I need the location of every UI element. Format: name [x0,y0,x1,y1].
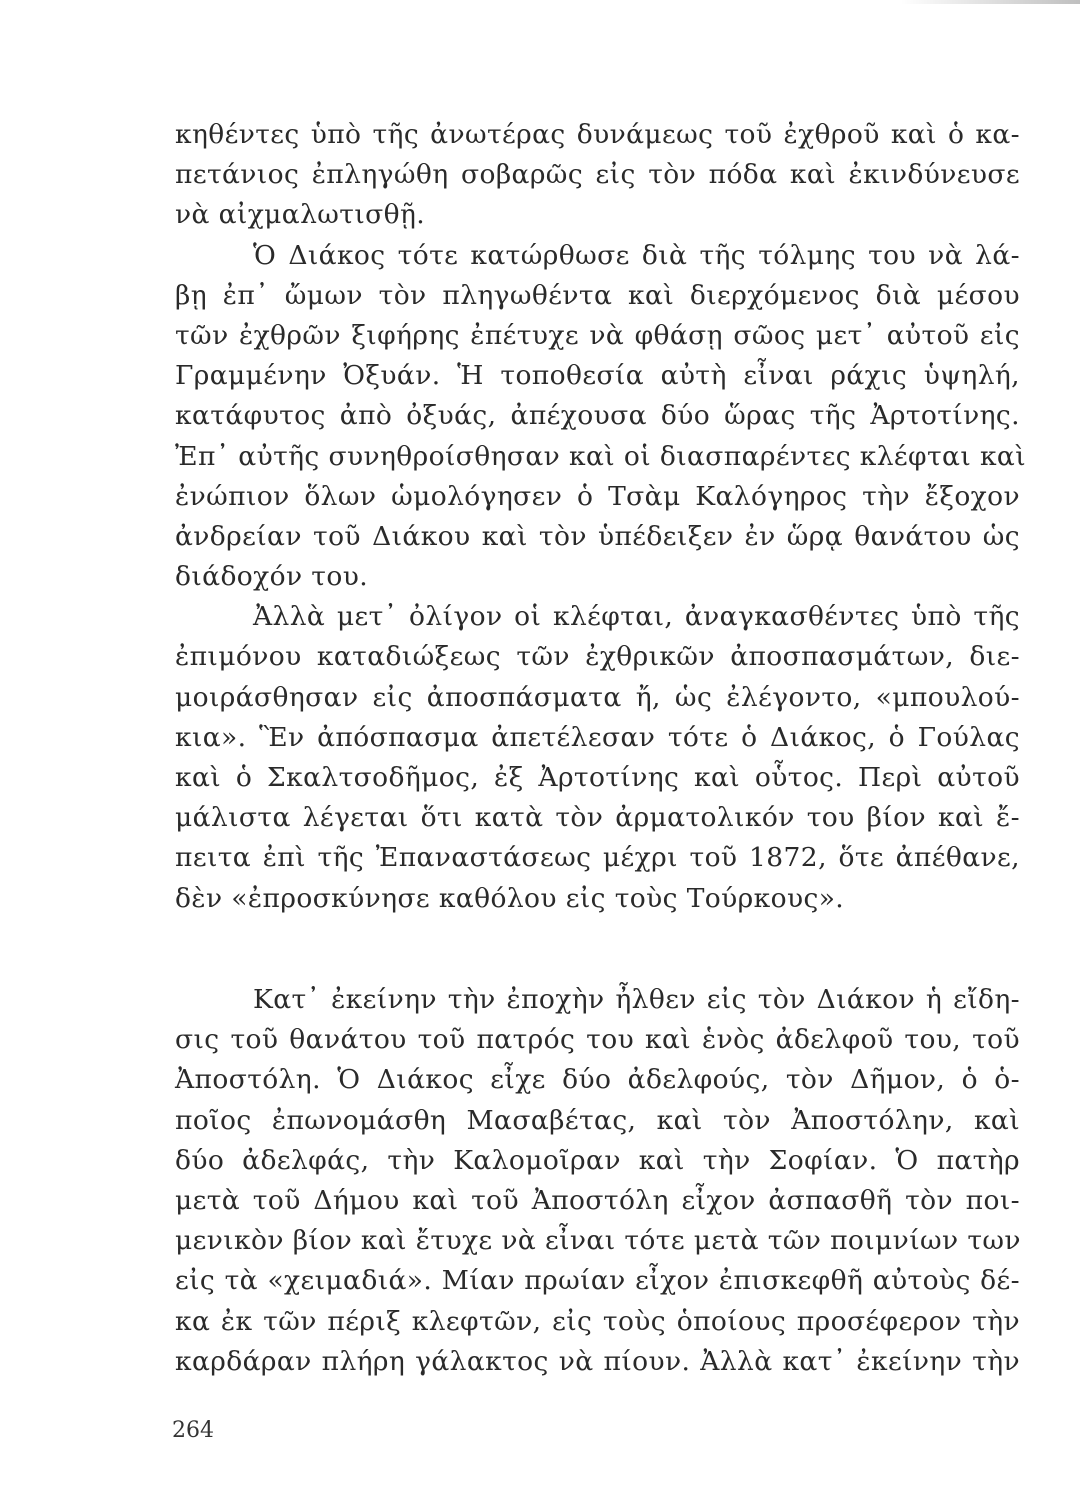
text-line: μοιράσθησαν εἰς ἀποσπάσματα ἤ, ὡς ἐλέγοντο, «μπουλού- [175,681,1020,713]
text-line: σις τοῦ θανάτου τοῦ πατρός του καὶ ἑνὸς ἀδελφοῦ του, τοῦ [175,1024,1020,1056]
text-line: βῃ ἐπ᾽ ὤμων τὸν πληγωθέντα καὶ διερχόμενος διὰ μέσου [175,279,1020,311]
text-line: Γραμμένην Ὀξυάν. Ἡ τοποθεσία αὐτὴ εἶναι ράχις ὑψηλή, [175,360,1020,392]
text-line: δὲν «ἐπροσκύνησε καθόλου εἰς τοὺς Τούρκους». [175,882,845,914]
text-line: Ἀποστόλη. Ὁ Διάκος εἶχε δύο ἀδελφούς, τὸν Δῆμον, ὁ ὁ- [175,1064,1020,1096]
text-section-2 [175,980,1020,1382]
text-line: Κατ᾽ ἐκείνην τὴν ἐποχὴν ἦλθεν εἰς τὸν Διάκον ἡ εἴδη- [253,984,1020,1015]
text-line: ἀνδρείαν τοῦ Διάκου καὶ τὸν ὑπέδειξεν ἐν ὥρᾳ θανάτου ὡς [175,520,1020,552]
text-line: Ἐπ᾽ αὐτῆς συνηθροίσθησαν καὶ οἱ διασπαρέντες κλέφται καὶ [175,440,1027,472]
page-number: 264 [172,1418,214,1443]
text-line: τῶν ἐχθρῶν ξιφήρης ἐπέτυχε νὰ φθάσῃ σῶος μετ᾽ αὐτοῦ εἰς [175,319,1020,351]
text-line: ἐνώπιον ὅλων ὡμολόγησεν ὁ Τσὰμ Καλόγηρος τὴν ἔξοχον [175,480,1020,512]
text-line: ποῖος ἐπωνομάσθη Μασαβέτας, καὶ τὸν Ἀποστόλην, καὶ [175,1104,1020,1136]
text-line: κα ἐκ τῶν πέριξ κλεφτῶν, εἰς τοὺς ὁποίους προσέφερον τὴν [175,1305,1020,1337]
text-line: πειτα ἐπὶ τῆς Ἐπαναστάσεως μέχρι τοῦ 1872, ὅτε ἀπέθανε, [175,842,1020,874]
text-line: πετάνιος ἐπληγώθη σοβαρῶς εἰς τὸν πόδα καὶ ἐκινδύνευσε [175,159,1020,191]
text-line: μετὰ τοῦ Δήμου καὶ τοῦ Ἀποστόλη εἶχον ἀσπασθῆ τὸν ποι- [175,1184,1020,1216]
page-edge-shadow [900,0,1080,4]
text-line: καὶ ὁ Σκαλτσοδῆμος, ἐξ Ἀρτοτίνης καὶ οὗτος. Περὶ αὐτοῦ [175,762,1020,793]
text-line: κηθέντες ὑπὸ τῆς ἀνωτέρας δυνάμεως τοῦ ἐχθροῦ καὶ ὁ κα- [175,119,1020,150]
text-section-1 [175,115,1027,919]
text-line: Ὁ Διάκος τότε κατώρθωσε διὰ τῆς τόλμης του νὰ λά- [253,239,1020,271]
text-line: νὰ αἰχμαλωτισθῇ. [175,199,426,231]
text-line: καρδάραν πλήρη γάλακτος νὰ πίουν. Ἀλλὰ κατ᾽ ἐκείνην τὴν [175,1345,1020,1377]
text-line: διάδοχόν του. [175,561,369,593]
text-line: μενικὸν βίον καὶ ἔτυχε νὰ εἶναι τότε μετὰ τῶν ποιμνίων των [175,1225,1021,1257]
text-line: κατάφυτος ἀπὸ ὀξυάς, ἀπέχουσα δύο ὥρας τῆς Ἀρτοτίνης. [175,400,1020,432]
text-line: Ἀλλὰ μετ᾽ ὀλίγον οἱ κλέφται, ἀναγκασθέντες ὑπὸ τῆς [253,601,1020,633]
text-line: εἰς τὰ «χειμαδιά». Μίαν πρωίαν εἶχον ἐπισκεφθῆ αὐτοὺς δέ- [175,1265,1020,1297]
text-line: μάλιστα λέγεται ὅτι κατὰ τὸν ἀρματολικόν του βίον καὶ ἔ- [175,802,1020,834]
text-line: ἐπιμόνου καταδιώξεως τῶν ἐχθρικῶν ἀποσπασμάτων, διε- [175,641,1020,673]
text-line: δύο ἀδελφάς, τὴν Καλομοῖραν καὶ τὴν Σοφίαν. Ὁ πατὴρ [175,1144,1020,1176]
text-line: κια». Ἓν ἀπόσπασμα ἀπετέλεσαν τότε ὁ Διάκος, ὁ Γούλας [175,721,1020,753]
